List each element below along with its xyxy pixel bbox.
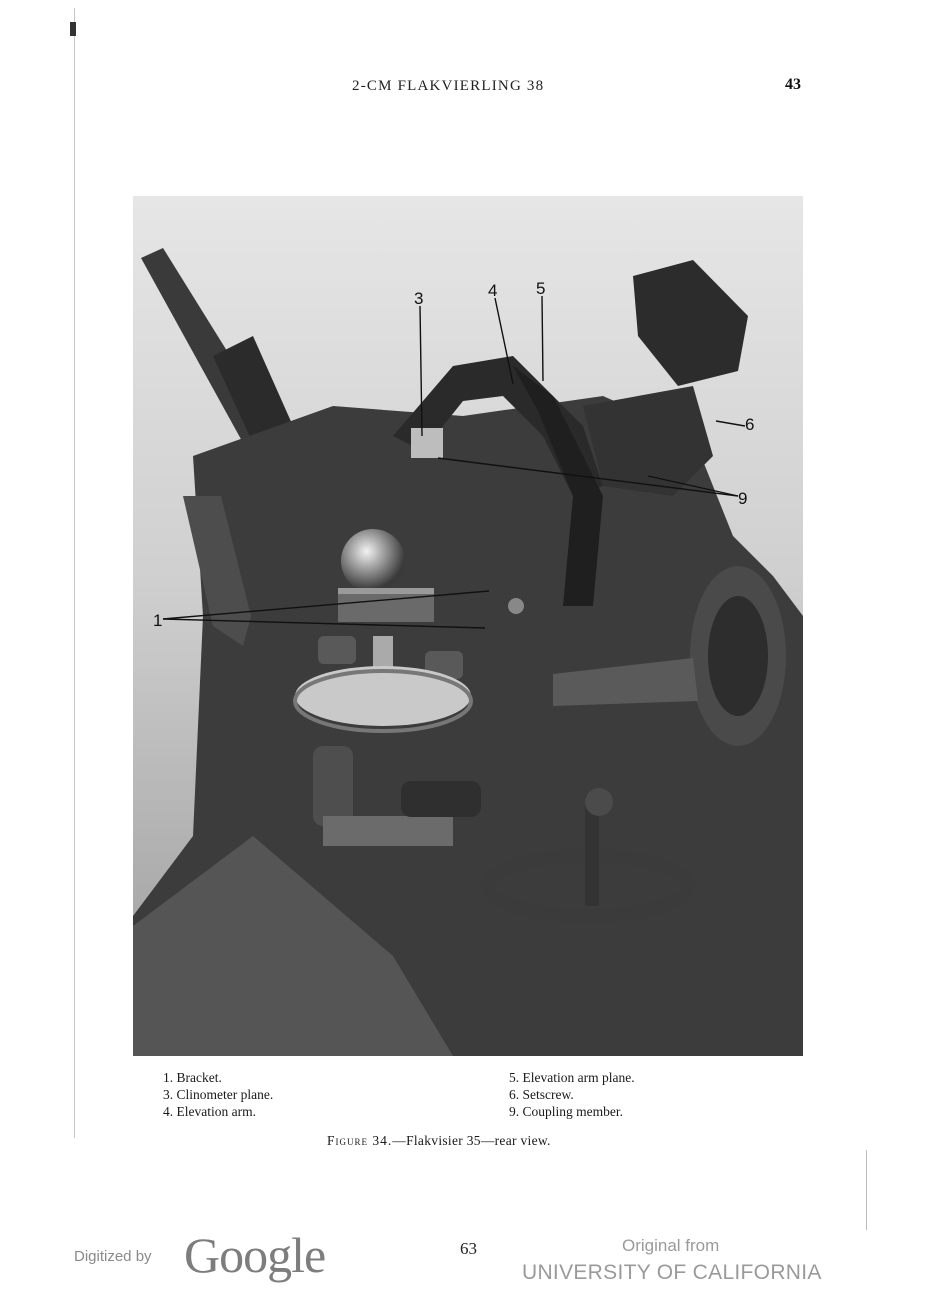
callout-3: 3 xyxy=(414,289,424,308)
google-logo: Google xyxy=(184,1227,326,1283)
legend-item: 3. Clinometer plane. xyxy=(163,1087,274,1102)
figure-photo xyxy=(133,196,803,1056)
callout-1: 1 xyxy=(153,611,163,630)
legend-item: 1. Bracket. xyxy=(163,1070,222,1085)
original-from-text: Original from xyxy=(622,1236,720,1255)
figure-caption-text: —Flakvisier 35—rear view. xyxy=(392,1133,551,1148)
legend-right xyxy=(509,1069,635,1120)
legend-item: 9. Coupling member. xyxy=(509,1104,623,1119)
scan-edge-line-right xyxy=(866,1150,867,1230)
page-number: 43 xyxy=(785,76,801,93)
callout-6: 6 xyxy=(745,415,755,434)
legend-item: 6. Setscrew. xyxy=(509,1087,574,1102)
scan-edge-mark xyxy=(70,22,76,36)
callout-4: 4 xyxy=(488,281,498,300)
institution-name: UNIVERSITY OF CALIFORNIA xyxy=(522,1261,822,1284)
legend-item: 5. Elevation arm plane. xyxy=(509,1070,635,1085)
figure-caption xyxy=(327,1133,551,1149)
digitized-by-text: Digitized by xyxy=(74,1248,152,1265)
legend-item: 4. Elevation arm. xyxy=(163,1104,256,1119)
legend-left xyxy=(163,1069,273,1120)
callout-9: 9 xyxy=(738,489,748,508)
figure-label: Figure 34. xyxy=(327,1133,393,1148)
callout-5: 5 xyxy=(536,279,546,298)
scan-edge-line xyxy=(74,8,75,1138)
running-title: 2-CM FLAKVIERLING 38 xyxy=(352,78,545,94)
folio-number: 63 xyxy=(460,1239,477,1258)
